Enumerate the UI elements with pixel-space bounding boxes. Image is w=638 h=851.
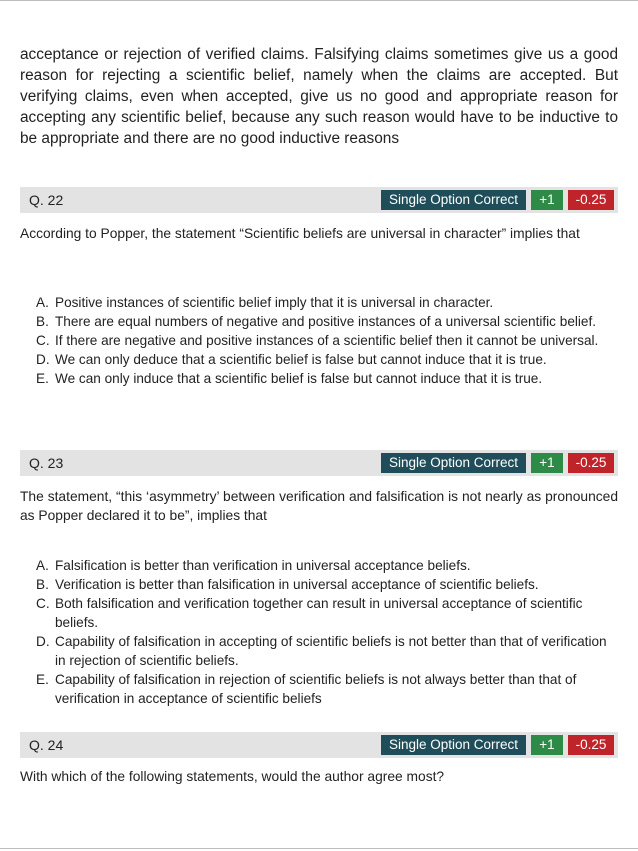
option-letter: C.: [36, 333, 50, 348]
positive-marks-badge: +1: [531, 190, 563, 210]
bottom-rule: [0, 848, 638, 849]
question-text-22: According to Popper, the statement “Scientific beliefs are universal in character” implies that: [20, 226, 580, 241]
option-text: We can only induce that a scientific belief is false but cannot induce that it is true.: [55, 371, 543, 386]
option-letter: C.: [36, 596, 50, 611]
option-text: Falsification is better than verification in universal acceptance beliefs.: [55, 558, 471, 573]
option-text: Verification is better than falsification in universal acceptance of scientific beliefs.: [55, 577, 539, 592]
option-23-d[interactable]: [36, 632, 616, 670]
option-letter: A.: [36, 558, 49, 573]
negative-marks-badge: -0.25: [568, 190, 614, 210]
option-text: Capability of falsification in accepting of scientific beliefs is not better than that of verification in rejection of scientific beliefs.: [55, 634, 607, 668]
option-22-e[interactable]: [36, 369, 616, 388]
option-letter: B.: [36, 577, 49, 592]
option-22-b[interactable]: [36, 312, 616, 331]
option-letter: E.: [36, 371, 49, 386]
option-letter: E.: [36, 672, 49, 687]
question-number: Q. 22: [29, 192, 64, 208]
passage-text: acceptance or rejection of verified claims. Falsifying claims sometimes give us a good reason for rejecting a scientific belief, namely when the claims are accepted. But verifying claims, even when accepted, give us no good and appropriate reason for accepting any scientific belief, because any such reason would have to be inductive to be appropriate and there are no good inductive reasons: [20, 46, 618, 147]
negative-marks-badge: -0.25: [568, 453, 614, 473]
option-22-a[interactable]: [36, 293, 616, 312]
top-rule: [0, 0, 638, 1]
option-22-d[interactable]: [36, 350, 616, 369]
options-list-23: [36, 556, 616, 708]
option-text: Positive instances of scientific belief imply that it is universal in character.: [55, 295, 494, 310]
option-23-b[interactable]: [36, 575, 616, 594]
question-type-badge: Single Option Correct: [381, 453, 526, 473]
option-text: If there are negative and positive instances of a scientific belief then it cannot be universal.: [55, 333, 599, 348]
option-text: There are equal numbers of negative and positive instances of a universal scientific belief.: [55, 314, 597, 329]
question-text-24: With which of the following statements, would the author agree most?: [20, 769, 445, 784]
option-text: We can only deduce that a scientific belief is false but cannot induce that it is true.: [55, 352, 547, 367]
question-type-badge: Single Option Correct: [381, 735, 526, 755]
question-number: Q. 23: [29, 455, 64, 471]
option-23-c[interactable]: [36, 594, 616, 632]
option-text: Capability of falsification in rejection of scientific beliefs is not always better than that of verification in acceptance of scientific beliefs: [55, 672, 577, 706]
option-letter: D.: [36, 634, 50, 649]
option-letter: B.: [36, 314, 49, 329]
question-header-23: [20, 450, 618, 476]
question-number: Q. 24: [29, 737, 64, 753]
positive-marks-badge: +1: [531, 453, 563, 473]
options-list-22: [36, 293, 616, 388]
option-letter: D.: [36, 352, 50, 367]
question-type-badge: Single Option Correct: [381, 190, 526, 210]
question-header-24: [20, 732, 618, 758]
option-text: Both falsification and verification together can result in universal acceptance of scientific beliefs.: [55, 596, 583, 630]
option-23-a[interactable]: [36, 556, 616, 575]
positive-marks-badge: +1: [531, 735, 563, 755]
negative-marks-badge: -0.25: [568, 735, 614, 755]
question-text-23: The statement, “this ‘asymmetry’ between verification and falsification is not nearly as pronounced as Popper declared it to be”, implies that: [20, 489, 618, 523]
option-23-e[interactable]: [36, 670, 616, 708]
option-22-c[interactable]: [36, 331, 616, 350]
question-header-22: [20, 187, 618, 213]
option-letter: A.: [36, 295, 49, 310]
